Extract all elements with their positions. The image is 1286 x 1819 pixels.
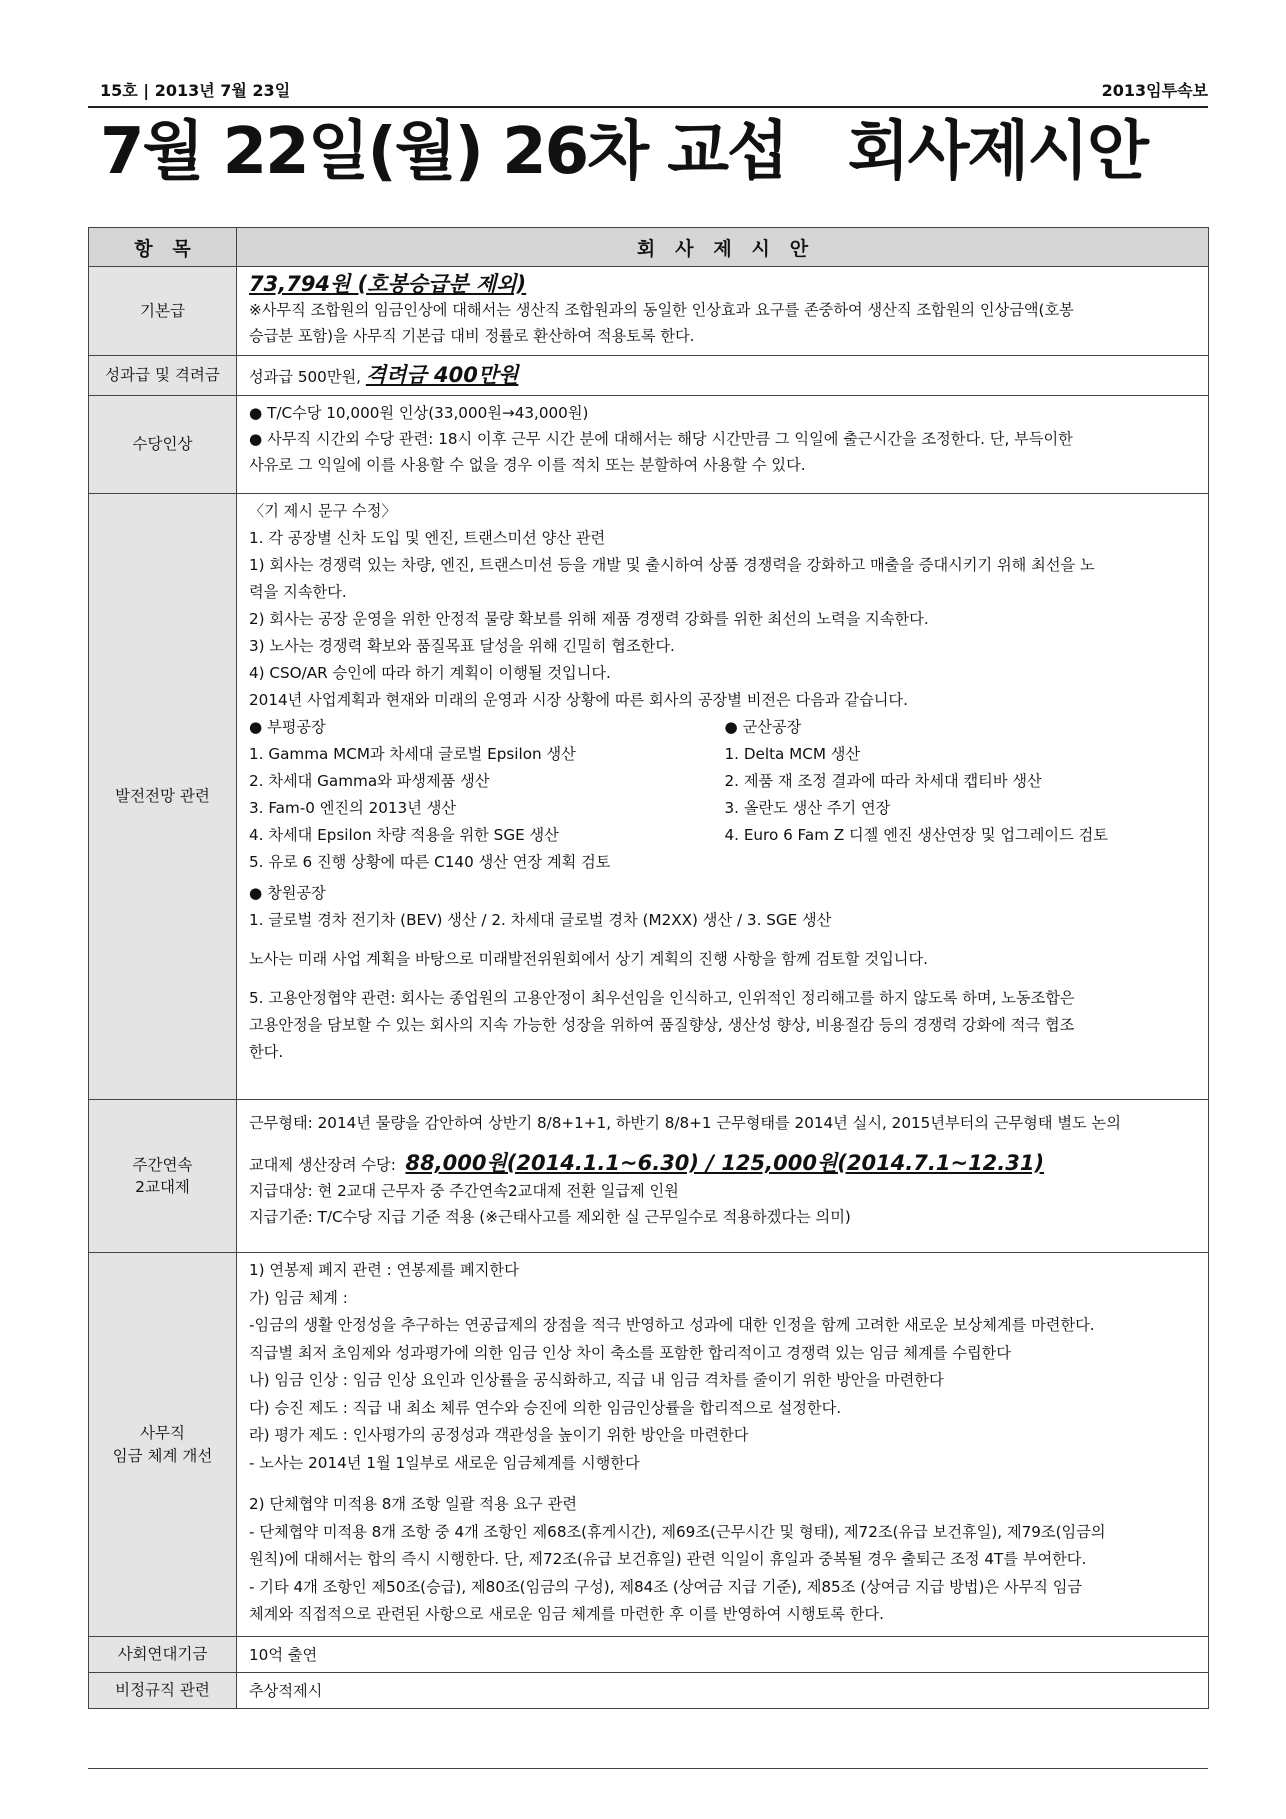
text-line: 1. 각 공장별 신차 도입 및 엔진, 트랜스미션 양산 관련 <box>249 529 606 547</box>
row-content <box>237 1100 1209 1253</box>
list-item: 1. Delta MCM 생산 <box>724 745 861 763</box>
list-item: ● 군산공장 <box>724 718 802 736</box>
row-content: 10억 출연 <box>237 1637 1209 1673</box>
row-content <box>237 494 1209 1100</box>
publication-name: 2013임투속보 <box>1101 81 1208 100</box>
base-pay-amount: 73,794원 (호봉승급분 제외) <box>249 272 527 296</box>
text-line: 1) 연봉제 폐지 관련 : 연봉제를 폐지한다 <box>249 1261 519 1279</box>
row-content <box>237 1253 1209 1637</box>
row-label: 수당인상 <box>89 396 237 494</box>
work-form-text: 근무형태: 2014년 물량을 감안하여 상반기 8/8+1+1, 하반기 8/8+1 근무형태를 2014년 실시, 2015년부터의 근무형태 별도 논의 <box>249 1114 1121 1132</box>
label-line: 주간연속 <box>132 1155 193 1174</box>
text-line: 나) 임금 인상 : 임금 인상 요인과 인상률을 공식화하고, 직급 내 임금 격차를 줄이기 위한 방안을 마련한다 <box>249 1371 944 1389</box>
text-line: 사유로 그 익일에 이를 사용할 수 없을 경우 이를 적치 또는 분할하여 사용할 수 있다. <box>249 456 806 474</box>
footer-rule <box>88 1768 1208 1769</box>
row-label: 발전전망 관련 <box>89 494 237 1100</box>
text-line: 승급분 포함)을 사무직 기본급 대비 정률로 환산하여 적용토록 한다. <box>249 327 695 345</box>
spacer <box>249 1477 1200 1491</box>
issue-date: 15호 | 2013년 7월 23일 <box>100 81 291 100</box>
column-header-item: 항 목 <box>89 228 237 267</box>
row-irregular <box>89 1673 1209 1709</box>
row-base-pay <box>89 267 1209 356</box>
text-line: 〈기 제시 문구 수정〉 <box>249 502 397 520</box>
row-content <box>237 356 1209 396</box>
page-header <box>88 78 1208 102</box>
list-item: 2. 차세대 Gamma와 파생제품 생산 <box>249 772 490 790</box>
list-item: 3. 올란도 생산 주기 연장 <box>724 799 891 817</box>
list-item: 1. Gamma MCM과 차세대 글로벌 Epsilon 생산 <box>249 745 576 763</box>
text-line: 지급대상: 현 2교대 근무자 중 주간연속2교대제 전환 일급제 인원 <box>249 1182 679 1200</box>
gunsan-plant <box>725 714 1201 876</box>
text-line: ※사무직 조합원의 임금인상에 대해서는 생산직 조합원과의 동일한 인상효과 요구를 존중하여 생산직 조합원의 인상금액(호봉 <box>249 301 1074 319</box>
text-line: 1) 회사는 경쟁력 있는 차량, 엔진, 트랜스미션 등을 개발 및 출시하여 상품 경쟁력을 강화하고 매출을 증대시키기 위해 최선을 노 <box>249 556 1095 574</box>
label-line: 임금 체계 개선 <box>112 1446 213 1465</box>
list-item: 5. 유로 6 진행 상황에 따른 C140 생산 연장 계획 검토 <box>249 853 611 871</box>
row-content <box>237 267 1209 356</box>
incentive-emphasis: 격려금 400만원 <box>365 362 519 387</box>
row-solidarity <box>89 1637 1209 1673</box>
text-line: 2) 단체협약 미적용 8개 조항 일괄 적용 요구 관련 <box>249 1495 577 1513</box>
incentive-label: 교대제 생산장려 수당: <box>249 1156 406 1174</box>
text-line: 직급별 최저 초임제와 성과평가에 의한 임금 인상 차이 축소를 포함한 합리적이고 경쟁력 있는 임금 체계를 수립한다 <box>249 1343 1011 1362</box>
column-header-proposal: 회 사 제 시 안 <box>237 228 1209 267</box>
row-label: 비정규직 관련 <box>89 1673 237 1709</box>
list-item: 4. Euro 6 Fam Z 디젤 엔진 생산연장 및 업그레이드 검토 <box>724 826 1108 844</box>
bonus-text: 성과급 500만원, <box>249 367 366 386</box>
row-content <box>237 396 1209 494</box>
row-outlook <box>89 494 1209 1100</box>
row-label <box>89 1100 237 1253</box>
spacer <box>249 1136 1200 1150</box>
header-rule <box>88 106 1208 108</box>
text-line: 한다. <box>249 1043 284 1061</box>
label-line: 2교대제 <box>135 1178 190 1196</box>
row-bonus <box>89 356 1209 396</box>
bupyeong-plant <box>249 714 725 876</box>
text-line: ● T/C수당 10,000원 인상(33,000원→43,000원) <box>249 404 589 422</box>
list-item: 2. 제품 재 조정 결과에 따라 차세대 캡티바 생산 <box>724 772 1042 790</box>
row-label: 기본급 <box>89 267 237 356</box>
row-allowance <box>89 396 1209 494</box>
text-line: 4) CSO/AR 승인에 따라 하기 계획이 이행될 것입니다. <box>249 664 611 682</box>
text-line: - 노사는 2014년 1월 1일부로 새로운 임금체계를 시행한다 <box>249 1453 640 1472</box>
text-line: 3) 노사는 경쟁력 확보와 품질목표 달성을 위해 긴밀히 협조한다. <box>249 637 675 655</box>
list-item: 1. 글로벌 경차 전기차 (BEV) 생산 / 2. 차세대 글로벌 경차 (M2XX) 생산 / 3. SGE 생산 <box>249 911 832 929</box>
incentive-line <box>249 1150 1200 1178</box>
plant-columns <box>249 714 1200 876</box>
proposal-table <box>88 227 1209 1709</box>
list-item: 4. 차세대 Epsilon 차량 적용을 위한 SGE 생산 <box>249 826 559 844</box>
text-line: 2014년 사업계획과 현재와 미래의 운영과 시장 상황에 따른 회사의 공장별 비전은 다음과 같습니다. <box>249 691 908 709</box>
list-item: ● 부평공장 <box>249 718 326 736</box>
text-line: 체계와 직접적으로 관련된 사항으로 새로운 임금 체계를 마련한 후 이를 반영하여 시행토록 한다. <box>249 1605 884 1623</box>
row-label <box>89 1253 237 1637</box>
row-office-wage <box>89 1253 1209 1637</box>
text-line: 고용안정을 담보할 수 있는 회사의 지속 가능한 성장을 위하여 품질향상, 생산성 향상, 비용절감 등의 경쟁력 강화에 적극 협조 <box>249 1016 1075 1034</box>
list-item: ● 창원공장 <box>249 884 326 902</box>
text-line: 지급기준: T/C수당 지급 기준 적용 (※근태사고를 제외한 실 근무일수로 적용하겠다는 의미) <box>249 1208 851 1226</box>
row-label: 사회연대기금 <box>89 1637 237 1673</box>
text-line: 력을 지속한다. <box>249 583 347 601</box>
text-line: 원칙)에 대해서는 합의 즉시 시행한다. 단, 제72조(유급 보건휴일) 관련 익일이 휴일과 중복될 경우 출퇴근 조정 4T를 부여한다. <box>249 1550 1087 1568</box>
text-line: - 단체협약 미적용 8개 조항 중 4개 조항인 제68조(휴게시간), 제69조(근무시간 및 형태), 제72조(유급 보건휴일), 제79조(임금의 <box>249 1522 1106 1541</box>
text-line: - 기타 4개 조항인 제50조(승급), 제80조(임금의 구성), 제84조 (상여금 지급 기준), 제85조 (상여금 지급 방법)은 사무직 임금 <box>249 1577 1083 1596</box>
text-line: 가) 임금 체계 : <box>249 1288 348 1307</box>
text-line: 5. 고용안정협약 관련: 회사는 종업원의 고용안정이 최우선임을 인식하고, 인위적인 정리해고를 하지 않도록 하며, 노동조합은 <box>249 989 1075 1007</box>
row-label: 성과급 및 격려금 <box>89 356 237 396</box>
text-line: ● 사무직 시간외 수당 관련: 18시 이후 근무 시간 분에 대해서는 해당 시간만큼 그 익일에 출근시간을 조정한다. 단, 부득이한 <box>249 430 1073 448</box>
label-line: 사무직 <box>140 1424 185 1443</box>
text-line: -임금의 생활 안정성을 추구하는 연공급제의 장점을 적극 반영하고 성과에 대한 인정을 함께 고려한 새로운 보상체계를 마련한다. <box>249 1316 1095 1334</box>
text-line: 다) 승진 제도 : 직급 내 최소 체류 연수와 승진에 의한 임금인상률을 합리적으로 설정한다. <box>249 1398 842 1417</box>
text-line: 노사는 미래 사업 계획을 바탕으로 미래발전위원회에서 상기 계획의 진행 사항을 함께 검토할 것입니다. <box>249 950 928 968</box>
table-header-row <box>89 228 1209 267</box>
row-shift <box>89 1100 1209 1253</box>
row-content: 추상적제시 <box>237 1673 1209 1709</box>
text-line: 라) 평가 제도 : 인사평가의 공정성과 객관성을 높이기 위한 방안을 마련한다 <box>249 1426 749 1444</box>
incentive-value: 88,000원(2014.1.1~6.30) / 125,000원(2014.7.1~12.31) <box>405 1151 1045 1175</box>
list-item: 3. Fam-0 엔진의 2013년 생산 <box>249 799 457 817</box>
text-line: 2) 회사는 공장 운영을 위한 안정적 물량 확보를 위해 제품 경쟁력 강화를 위한 최선의 노력을 지속한다. <box>249 610 929 628</box>
page-title: 7월 22일(월) 26차 교섭 회사제시안 <box>100 115 1147 189</box>
